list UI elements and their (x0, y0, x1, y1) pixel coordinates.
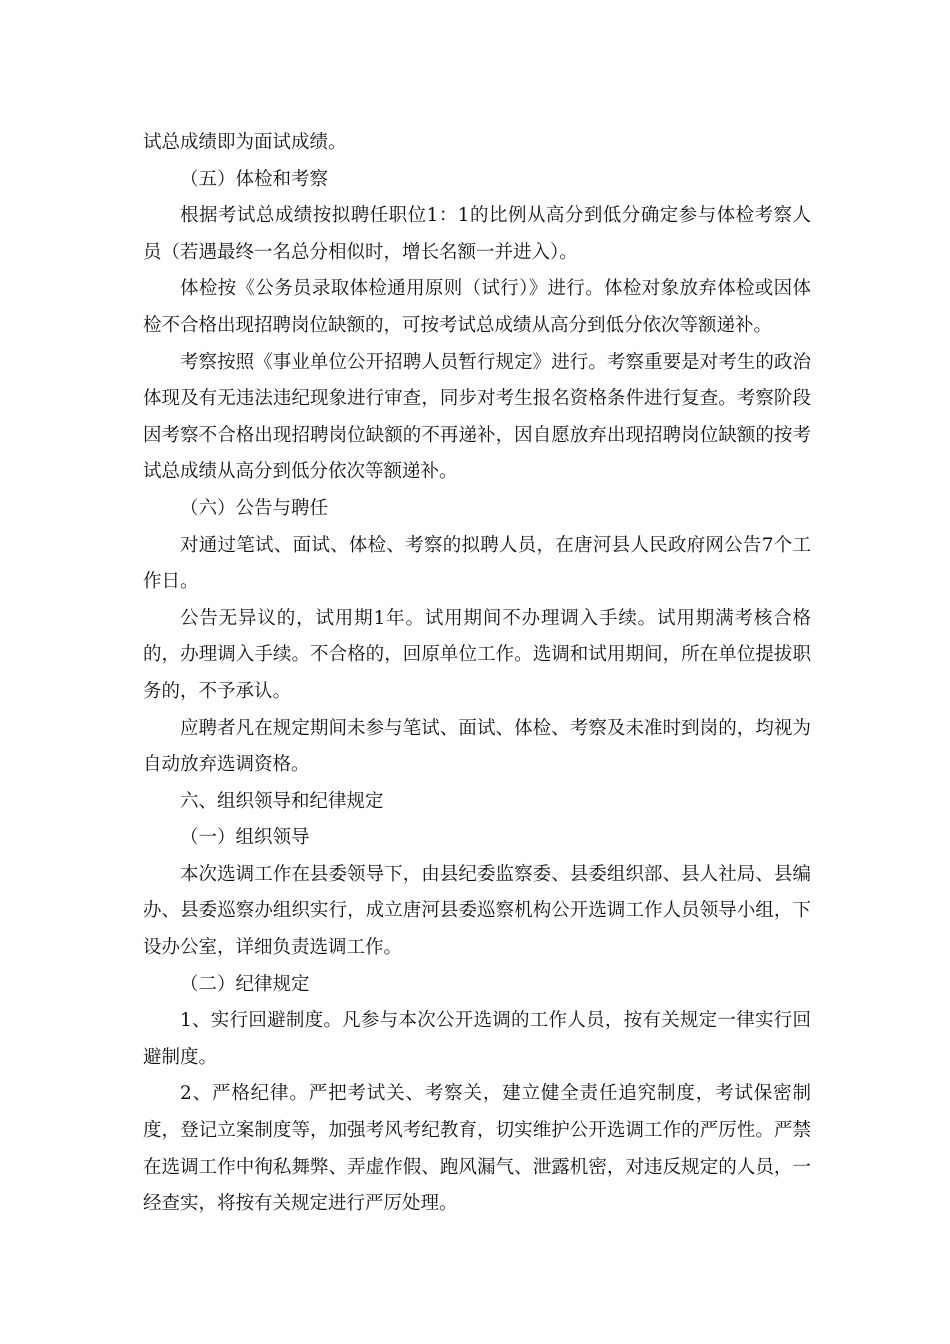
paragraph: 2、严格纪律。严把考试关、考察关，建立健全责任追究制度，考试保密制度，登记立案制度等，加强考风考纪教育，切实维护公开选调工作的严厉性。严禁在选调工作中徇私舞弊、弄虚作假、跑风漏气、泄露机密，对违反规定的人员，一经查实，将按有关规定进行严厉处理。 (143, 1083, 811, 1215)
section-heading-5: （五）体检和考察 (180, 168, 329, 190)
section-heading-2: （二）纪律规定 (180, 973, 310, 995)
paragraph-continuation: 试总成绩即为面试成绩。 (143, 132, 347, 153)
document-body (143, 125, 811, 1223)
chapter-heading: 六、组织领导和纪律规定 (180, 790, 384, 812)
paragraph: 应聘者凡在规定期间未参与笔试、面试、体检、考察及未准时到岗的，均视为自动放弃选调资格。 (143, 717, 811, 776)
section-heading-1: （一）组织领导 (180, 827, 310, 849)
paragraph: 体检按《公务员录取体检通用原则（试行）》进行。体检对象放弃体检或因体检不合格出现招聘岗位缺额的，可按考试总成绩从高分到低分依次等额递补。 (143, 278, 811, 336)
paragraph: 公告无异议的，试用期1年。试用期间不办理调入手续。试用期满考核合格的，办理调入手续。不合格的，回原单位工作。选调和试用期间，所在单位提拔职务的，不予承认。 (143, 607, 811, 702)
paragraph: 对通过笔试、面试、体检、考察的拟聘人员，在唐河县人民政府网公告7个工作日。 (143, 534, 811, 593)
paragraph: 考察按照《事业单位公开招聘人员暂行规定》进行。考察重要是对考生的政治体现及有无违法违纪现象进行审查，同步对考生报名资格条件进行复查。考察阶段因考察不合格出现招聘岗位缺额的不再递补，因自愿放弃出现招聘岗位缺额的按考试总成绩从高分到低分依次等额递补。 (143, 351, 811, 483)
paragraph: 1、实行回避制度。凡参与本次公开选调的工作人员，按有关规定一律实行回避制度。 (143, 1010, 811, 1068)
paragraph: 本次选调工作在县委领导下，由县纪委监察委、县委组织部、县人社局、县编办、县委巡察办组织实行，成立唐河县委巡察机构公开选调工作人员领导小组，下设办公室，详细负责选调工作。 (143, 863, 811, 959)
section-heading-6: （六）公告与聘任 (180, 497, 329, 519)
paragraph: 根据考试总成绩按拟聘任职位1：1的比例从高分到低分确定参与体检考察人员（若遇最终一名总分相似时，增长名额一并进入）。 (143, 205, 811, 263)
